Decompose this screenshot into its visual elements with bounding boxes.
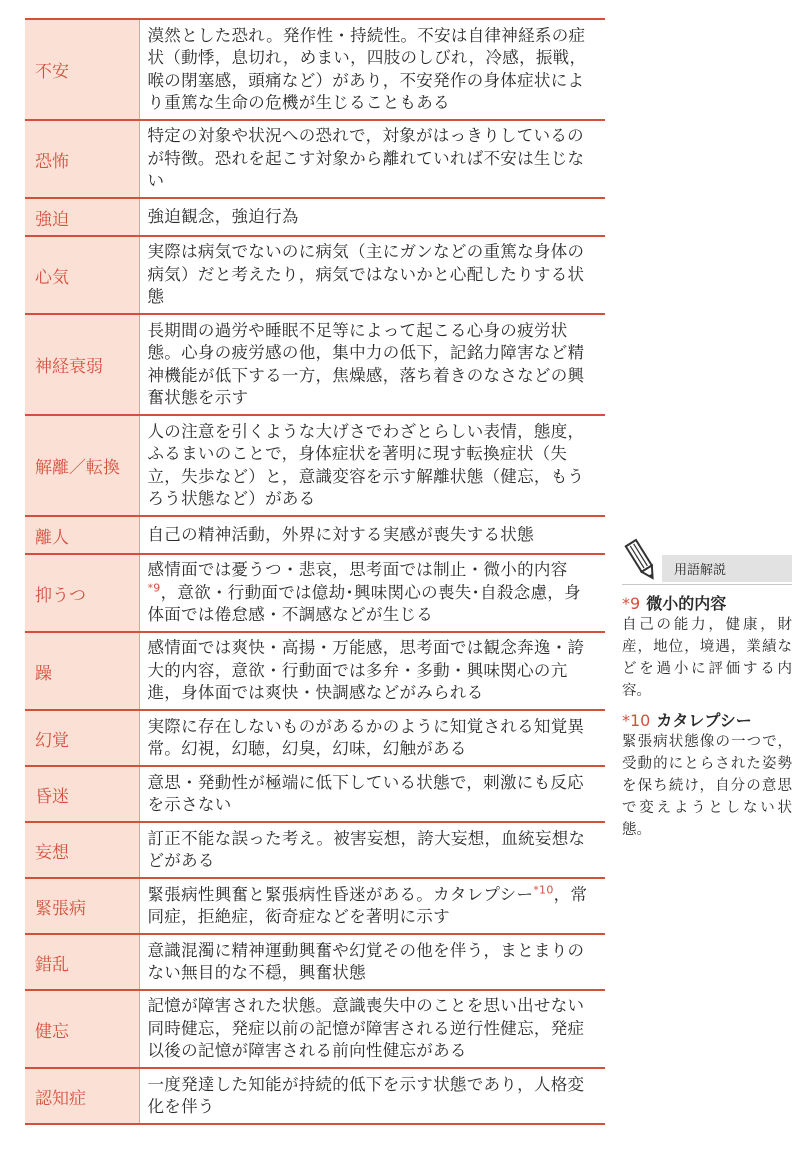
description-text: 緊張病性興奮と緊張病性昏迷がある。カタレプシー bbox=[147, 884, 534, 904]
description-cell: 自己の精神活動，外界に対する実感が喪失する状態 bbox=[139, 516, 605, 554]
table-row bbox=[25, 710, 605, 766]
description-cell: 実際に存在しないものがあるかのように知覚される知覚異常。幻視，幻聴，幻臭，幻味，幻触がある bbox=[139, 710, 605, 766]
table-row bbox=[25, 632, 605, 710]
description-cell: 特定の対象や状況への恐れで，対象がはっきりしているのが特徴。恐れを起こす対象から離れていれば不安は生じない bbox=[139, 120, 605, 198]
description-cell: 意思・発動性が極端に低下している状態で，刺激にも反応を示さない bbox=[139, 766, 605, 822]
term-cell: 解離／転換 bbox=[25, 415, 139, 516]
term-cell: 神経衰弱 bbox=[25, 314, 139, 415]
table-row bbox=[25, 1068, 605, 1124]
note-term: 微小的内容 bbox=[646, 594, 727, 613]
term-cell: 錯乱 bbox=[25, 934, 139, 990]
description-cell: 人の注意を引くような大げさでわざとらしい表情，態度，ふるまいのことで，身体症状を著明に現す転換症状（失立，失歩など）と，意識変容を示す解離状態（健忘，もうろう状態など）がある bbox=[139, 415, 605, 516]
term-cell: 幻覚 bbox=[25, 710, 139, 766]
table-row bbox=[25, 822, 605, 878]
table-row bbox=[25, 314, 605, 415]
note-heading bbox=[622, 708, 792, 731]
note-heading bbox=[622, 591, 792, 614]
term-cell: 強迫 bbox=[25, 198, 139, 236]
description-cell: 実際は病気でないのに病気（主にガンなどの重篤な身体の病気）だと考えたり，病気ではないかと心配したりする状態 bbox=[139, 236, 605, 314]
description-cell: 一度発達した知能が持続的低下を示す状態であり，人格変化を伴う bbox=[139, 1068, 605, 1124]
footnote-ref: *9 bbox=[147, 581, 161, 595]
glossary-note bbox=[622, 708, 792, 841]
description-cell: 強迫観念，強迫行為 bbox=[139, 198, 605, 236]
description-cell: 長期間の過労や睡眠不足等によって起こる心身の疲労状態。心身の疲労感の他，集中力の低下，記銘力障害など精神機能が低下する一方，焦燥感，落ち着きのなさなどの興奮状態を示す bbox=[139, 314, 605, 415]
table-row bbox=[25, 198, 605, 236]
table-row bbox=[25, 934, 605, 990]
symptom-glossary-table bbox=[25, 18, 605, 1125]
term-cell: 躁 bbox=[25, 632, 139, 710]
note-body: 緊張病状態像の一つで，受動的にとらされた姿勢を保ち続け，自分の意思で変えようとしない状態。 bbox=[622, 734, 792, 838]
term-cell: 認知症 bbox=[25, 1068, 139, 1124]
note-number: *9 bbox=[622, 594, 641, 613]
description-cell: 漠然とした恐れ。発作性・持続性。不安は自律神経系の症状（動悸，息切れ，めまい，四肢のしびれ，冷感，振戦，喉の閉塞感，頭痛など）があり，不安発作の身体症状により重篤な生命の危機が生じることもある bbox=[139, 19, 605, 120]
table-row bbox=[25, 120, 605, 198]
table-row bbox=[25, 516, 605, 554]
table-row bbox=[25, 554, 605, 632]
glossary-sidebar bbox=[622, 538, 792, 845]
description-text: ，意欲・行動面では億劫･興味関心の喪失･自殺念慮，身体面では倦怠感・不調感などが生じる bbox=[147, 582, 581, 625]
table-row bbox=[25, 878, 605, 934]
description-cell: 意識混濁に精神運動興奮や幻覚その他を伴う，まとまりのない無目的な不穏，興奮状態 bbox=[139, 934, 605, 990]
term-cell: 健忘 bbox=[25, 990, 139, 1068]
note-body: 自己の能力，健康，財産，地位，境遇，業績などを過小に評価する内容。 bbox=[622, 617, 792, 699]
table-row bbox=[25, 415, 605, 516]
description-text: ，常同症，拒絶症，衒奇症などを著明に示す bbox=[147, 884, 588, 926]
term-cell: 恐怖 bbox=[25, 120, 139, 198]
term-cell: 不安 bbox=[25, 19, 139, 120]
description-cell bbox=[139, 878, 605, 934]
table-row bbox=[25, 19, 605, 120]
description-text: 感情面では憂うつ・悲哀，思考面では制止・微小的内容 bbox=[147, 560, 568, 580]
term-cell: 妄想 bbox=[25, 822, 139, 878]
pencil-icon bbox=[622, 538, 662, 584]
table-row bbox=[25, 236, 605, 314]
table-row bbox=[25, 766, 605, 822]
term-cell: 緊張病 bbox=[25, 878, 139, 934]
term-cell: 心気 bbox=[25, 236, 139, 314]
description-cell: 記憶が障害された状態。意識喪失中のことを思い出せない同時健忘，発症以前の記憶が障害される逆行性健忘，発症以後の記憶が障害される前向性健忘がある bbox=[139, 990, 605, 1068]
note-term: カタレプシー bbox=[656, 711, 752, 730]
description-cell bbox=[139, 554, 605, 632]
term-cell: 離人 bbox=[25, 516, 139, 554]
footnote-ref: *10 bbox=[533, 883, 554, 896]
note-number: *10 bbox=[622, 711, 651, 730]
sidebar-title: 用語解説 bbox=[662, 555, 792, 582]
description-cell: 感情面では爽快・高揚・万能感，思考面では観念奔逸・誇大的内容，意欲・行動面では多弁・多動・興味関心の亢進，身体面では爽快・快調感などがみられる bbox=[139, 632, 605, 710]
term-cell: 抑うつ bbox=[25, 554, 139, 632]
glossary-note bbox=[622, 591, 792, 702]
sidebar-header bbox=[622, 538, 792, 585]
description-cell: 訂正不能な誤った考え。被害妄想，誇大妄想，血統妄想などがある bbox=[139, 822, 605, 878]
table-row bbox=[25, 990, 605, 1068]
term-cell: 昏迷 bbox=[25, 766, 139, 822]
